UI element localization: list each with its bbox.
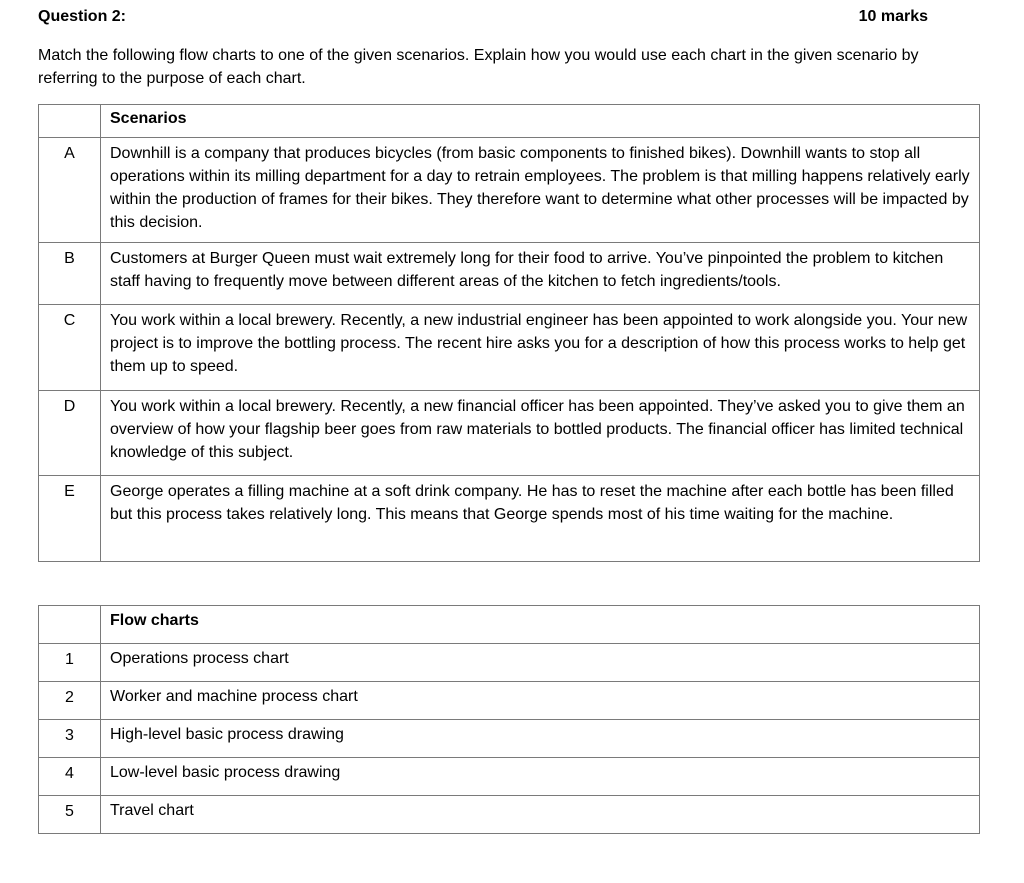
flow-chart-name: Worker and machine process chart [101, 682, 980, 720]
flow-charts-header-row [39, 606, 980, 644]
scenario-text: Downhill is a company that produces bicycles (from basic components to finished bikes). Downhill wants to stop all operations within its milling department for a day to retrain employees. The problem is that milling happens relatively early within the production of frames for their bikes. They therefore want to determine what other processes will be impacted by this decision. [101, 138, 980, 243]
scenario-label: E [39, 476, 101, 562]
flow-chart-number: 1 [39, 644, 101, 682]
scenarios-header-row [39, 105, 980, 138]
scenario-label: A [39, 138, 101, 243]
flow-chart-name: Travel chart [101, 796, 980, 834]
scenario-text: George operates a filling machine at a soft drink company. He has to reset the machine after each bottle has been filled but this process takes relatively long. This means that George spends most of his time waiting for the machine. [101, 476, 980, 562]
instructions-text: Match the following flow charts to one of the given scenarios. Explain how you would use each chart in the given scenario by referring to the purpose of each chart. [38, 47, 919, 87]
flow-chart-row-4 [39, 758, 980, 796]
flow-chart-name: Low-level basic process drawing [101, 758, 980, 796]
flow-charts-table [38, 605, 980, 834]
scenario-row-e [39, 476, 980, 562]
flow-charts-header-label [39, 606, 101, 644]
scenarios-header-text: Scenarios [101, 105, 980, 138]
flow-chart-row-1 [39, 644, 980, 682]
scenario-row-b [39, 243, 980, 305]
scenario-label: B [39, 243, 101, 305]
flow-chart-name: High-level basic process drawing [101, 720, 980, 758]
flow-chart-number: 5 [39, 796, 101, 834]
scenario-text: Customers at Burger Queen must wait extremely long for their food to arrive. You’ve pinpointed the problem to kitchen staff having to frequently move between different areas of the kitchen to fetch ingredients/tools. [101, 243, 980, 305]
flow-chart-row-2 [39, 682, 980, 720]
flow-chart-number: 4 [39, 758, 101, 796]
scenario-text: You work within a local brewery. Recently, a new industrial engineer has been appointed to work alongside you. Your new project is to improve the bottling process. The recent hire asks you for a description of how this process works to help get them up to speed. [101, 305, 980, 391]
flow-chart-number: 3 [39, 720, 101, 758]
question-header [38, 8, 928, 30]
flow-chart-name: Operations process chart [101, 644, 980, 682]
scenario-row-c [39, 305, 980, 391]
flow-charts-header-text: Flow charts [101, 606, 980, 644]
scenario-label: C [39, 305, 101, 391]
flow-chart-number: 2 [39, 682, 101, 720]
flow-chart-row-5 [39, 796, 980, 834]
flow-chart-row-3 [39, 720, 980, 758]
scenario-row-d [39, 391, 980, 476]
scenario-row-a [39, 138, 980, 243]
scenario-label: D [39, 391, 101, 476]
question-title: Question 2: [38, 8, 127, 25]
scenarios-table [38, 104, 980, 562]
marks-label: 10 marks [858, 8, 928, 25]
scenarios-header-label [39, 105, 101, 138]
scenario-text: You work within a local brewery. Recently, a new financial officer has been appointed. They’ve asked you to give them an overview of how your flagship beer goes from raw materials to bottled products. The financial officer has limited technical knowledge of this subject. [101, 391, 980, 476]
